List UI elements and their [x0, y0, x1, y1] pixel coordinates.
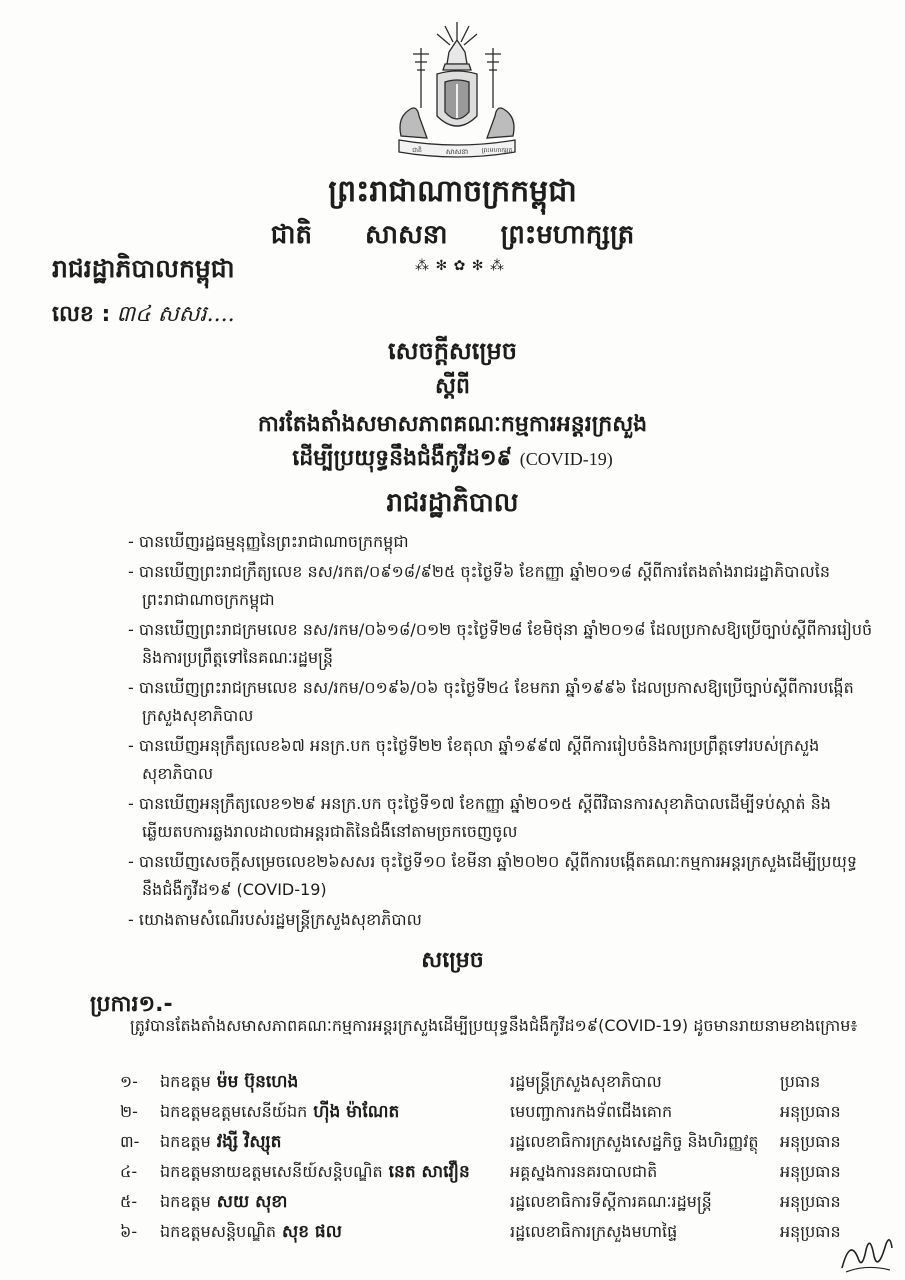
member-name-cell — [160, 1158, 510, 1188]
motto-king: ព្រះមហាក្សត្រ — [500, 220, 635, 250]
decision-title: សេចក្តីសម្រេច — [387, 337, 518, 365]
member-number: ៦- — [120, 1222, 138, 1241]
member-number: ៥- — [120, 1192, 138, 1211]
member-role-desc: រដ្ឋមន្ត្រីក្រសួងសុខាភិបាល — [510, 1072, 662, 1091]
emblem-banner-text: សាសនា — [445, 148, 469, 156]
document-number — [52, 300, 235, 332]
member-row — [120, 1218, 880, 1248]
article-1-body: ត្រូវបានតែងតាំងសមាសភាពគណៈកម្មការអន្តរក្រសួងដើម្បីប្រយុទ្ធនឹងជំងឺកូវីដ១៩(COVID-19) ដូចមានរាយនាមខាងក្រោម៖ — [130, 1016, 858, 1035]
doc-number-label: លេខ : — [52, 302, 111, 327]
member-name: វង្សី វិស្សុត — [216, 1131, 282, 1152]
member-name-cell — [160, 1128, 510, 1158]
premise-item: - បានឃើញព្រះរាជក្រមលេខ នស/រកម/០៦១៨/០១២ ចុះថ្ងៃទី២៨ ខែមិថុនា ឆ្នាំ២០១៨ ដែលប្រកាសឱ្យប្រើច្បាប់ស្តីពីការរៀបចំនិងការប្រព្រឹត្តទៅនៃគណៈរដ្ឋមន្ត្រី — [128, 620, 873, 667]
premise-item: - បានឃើញរដ្ឋធម្មនុញ្ញនៃព្រះរាជាណាចក្រកម្ពុជា — [128, 532, 409, 551]
member-row — [120, 1128, 880, 1158]
svg-text:ជាតិ: ជាតិ — [412, 147, 422, 154]
member-role-desc: រដ្ឋលេខាធិការក្រសួងមហាផ្ទៃ — [510, 1222, 678, 1241]
premises-list — [128, 528, 873, 936]
member-row — [120, 1158, 880, 1188]
motto-nation: ជាតិ — [270, 220, 312, 250]
premise-item: - បានឃើញអនុក្រឹត្យលេខ១២៩ អនក្រ.បក ចុះថ្ងៃទី១៧ ខែកញ្ញា ឆ្នាំ២០១៥ ស្តីពីវិធានការសុខាភិបាលដើម្បីទប់ស្កាត់ និងឆ្លើយតបការឆ្លងរាលដាលជាអន្តរជាតិនៃជំងឺនៅតាមច្រកចេញចូល — [128, 794, 831, 841]
member-position: អនុប្រធាន — [780, 1132, 841, 1151]
member-title: ឯកឧត្តម — [160, 1131, 211, 1151]
member-position: អនុប្រធាន — [780, 1162, 841, 1181]
royal-emblem — [387, 18, 527, 168]
national-motto — [0, 218, 905, 256]
member-title: ឯកឧត្តមនាយឧត្តមសេនីយ៍សន្តិបណ្ឌិត — [160, 1161, 383, 1181]
member-title: ឯកឧត្តមសន្តិបណ្ឌិត — [160, 1221, 277, 1241]
premise-item: - បានឃើញអនុក្រឹត្យលេខ៦៧ អនក្រ.បក ចុះថ្ងៃទី២២ ខែតុលា ឆ្នាំ១៩៩៧ ស្តីពីការរៀបចំនិងការប្រព្រឹត្តទៅរបស់ក្រសួងសុខាភិបាល — [128, 736, 820, 783]
ornament-divider: ⁂ ✻ ✿ ✻ ⁂ — [415, 258, 505, 274]
member-name: ហ៊ីង ម៉ាណែត — [313, 1101, 400, 1122]
member-number: ២- — [120, 1102, 138, 1121]
premise-item: - បានឃើញព្រះរាជក្រឹត្យលេខ នស/រកត/០៩១៨/៩២៥ ចុះថ្ងៃទី៦ ខែកញ្ញា ឆ្នាំ២០១៨ ស្តីពីការតែងតាំងរាជរដ្ឋាភិបាលនៃព្រះរាជាណាចក្រកម្ពុជា — [128, 562, 830, 609]
premise-item: - បានឃើញព្រះរាជក្រមលេខ នស/រកម/០១៩៦/០៦ ចុះថ្ងៃទី២៤ ខែមករា ឆ្នាំ១៩៩៦ ដែលប្រកាសឱ្យប្រើច្បាប់ស្តីពីការបង្កើតក្រសួងសុខាភិបាល — [128, 678, 854, 725]
member-role-desc: រដ្ឋលេខាធិការក្រសួងសេដ្ឋកិច្ច និងហិរញ្ញវត្ថុ — [510, 1132, 759, 1151]
member-name: នេត សាវឿន — [388, 1161, 470, 1182]
member-name: ម៉ម ប៊ុនហេង — [216, 1071, 299, 1092]
premise-item: - បានឃើញសេចក្តីសម្រេចលេខ២៦សសរ ចុះថ្ងៃទី១០ ខែមីនា ឆ្នាំ២០២០ ស្តីពីការបង្កើតគណៈកម្មការអន្តរក្រសួងដើម្បីប្រយុទ្ធនឹងជំងឺកូវីដ១៩ (COVID-19) — [128, 852, 857, 899]
member-name-cell — [160, 1098, 510, 1128]
subject-line-1: ការតែងតាំងសមាសភាពគណៈកម្មការអន្តរក្រសួង — [257, 412, 648, 437]
member-position: អនុប្រធាន — [780, 1192, 841, 1211]
decides-heading: សម្រេច — [421, 948, 484, 973]
member-title: ឯកឧត្តម — [160, 1191, 211, 1211]
government-name: រាជរដ្ឋាភិបាលកម្ពុជា — [52, 254, 235, 283]
article-1-label: ប្រការ១.- — [90, 992, 173, 1017]
member-row — [120, 1068, 880, 1098]
member-row — [120, 1188, 880, 1218]
member-number: ១- — [120, 1072, 138, 1091]
member-role-desc: អគ្គស្នងការនគរបាលជាតិ — [510, 1162, 658, 1181]
member-name-cell — [160, 1068, 510, 1098]
member-position: អនុប្រធាន — [780, 1222, 841, 1241]
subject-line-2: ដើម្បីប្រយុទ្ធនឹងជំងឺកូវីដ១៩ (COVID-19) — [292, 446, 613, 471]
motto-religion: សាសនា — [365, 220, 448, 250]
covid-label: (COVID-19) — [519, 449, 613, 469]
member-name-cell — [160, 1188, 510, 1218]
doc-number-value: ៣៤ សសរ.... — [116, 302, 235, 327]
member-position: អនុប្រធាន — [780, 1102, 841, 1121]
member-title: ឯកឧត្តមឧត្តមសេនីយ៍ឯក — [160, 1101, 308, 1121]
member-name-cell — [160, 1218, 510, 1248]
member-row — [120, 1098, 880, 1128]
member-number: ៣- — [120, 1132, 140, 1151]
about-label: ស្តីពី — [435, 374, 470, 399]
member-number: ៤- — [120, 1162, 138, 1181]
member-position: ប្រធាន — [780, 1072, 821, 1091]
svg-text:ព្រះមហាក្សត្រ: ព្រះមហាក្សត្រ — [481, 147, 513, 154]
initials-signature — [836, 1228, 896, 1276]
kingdom-title: ព្រះរាជាណាចក្រកម្ពុជា — [328, 174, 577, 209]
members-table — [120, 1068, 880, 1248]
member-role-desc: មេបញ្ជាការកងទ័ពជើងគោក — [510, 1102, 673, 1121]
member-name: សុខ ផល — [282, 1221, 342, 1242]
government-heading: រាជរដ្ឋាភិបាល — [386, 488, 519, 518]
member-name: សយ សុខា — [216, 1191, 288, 1212]
member-role-desc: រដ្ឋលេខាធិការទីស្តីការគណៈរដ្ឋមន្ត្រី — [510, 1192, 712, 1211]
member-title: ឯកឧត្តម — [160, 1071, 211, 1091]
premise-item: - យោងតាមសំណើរបស់រដ្ឋមន្ត្រីក្រសួងសុខាភិបាល — [128, 910, 422, 929]
